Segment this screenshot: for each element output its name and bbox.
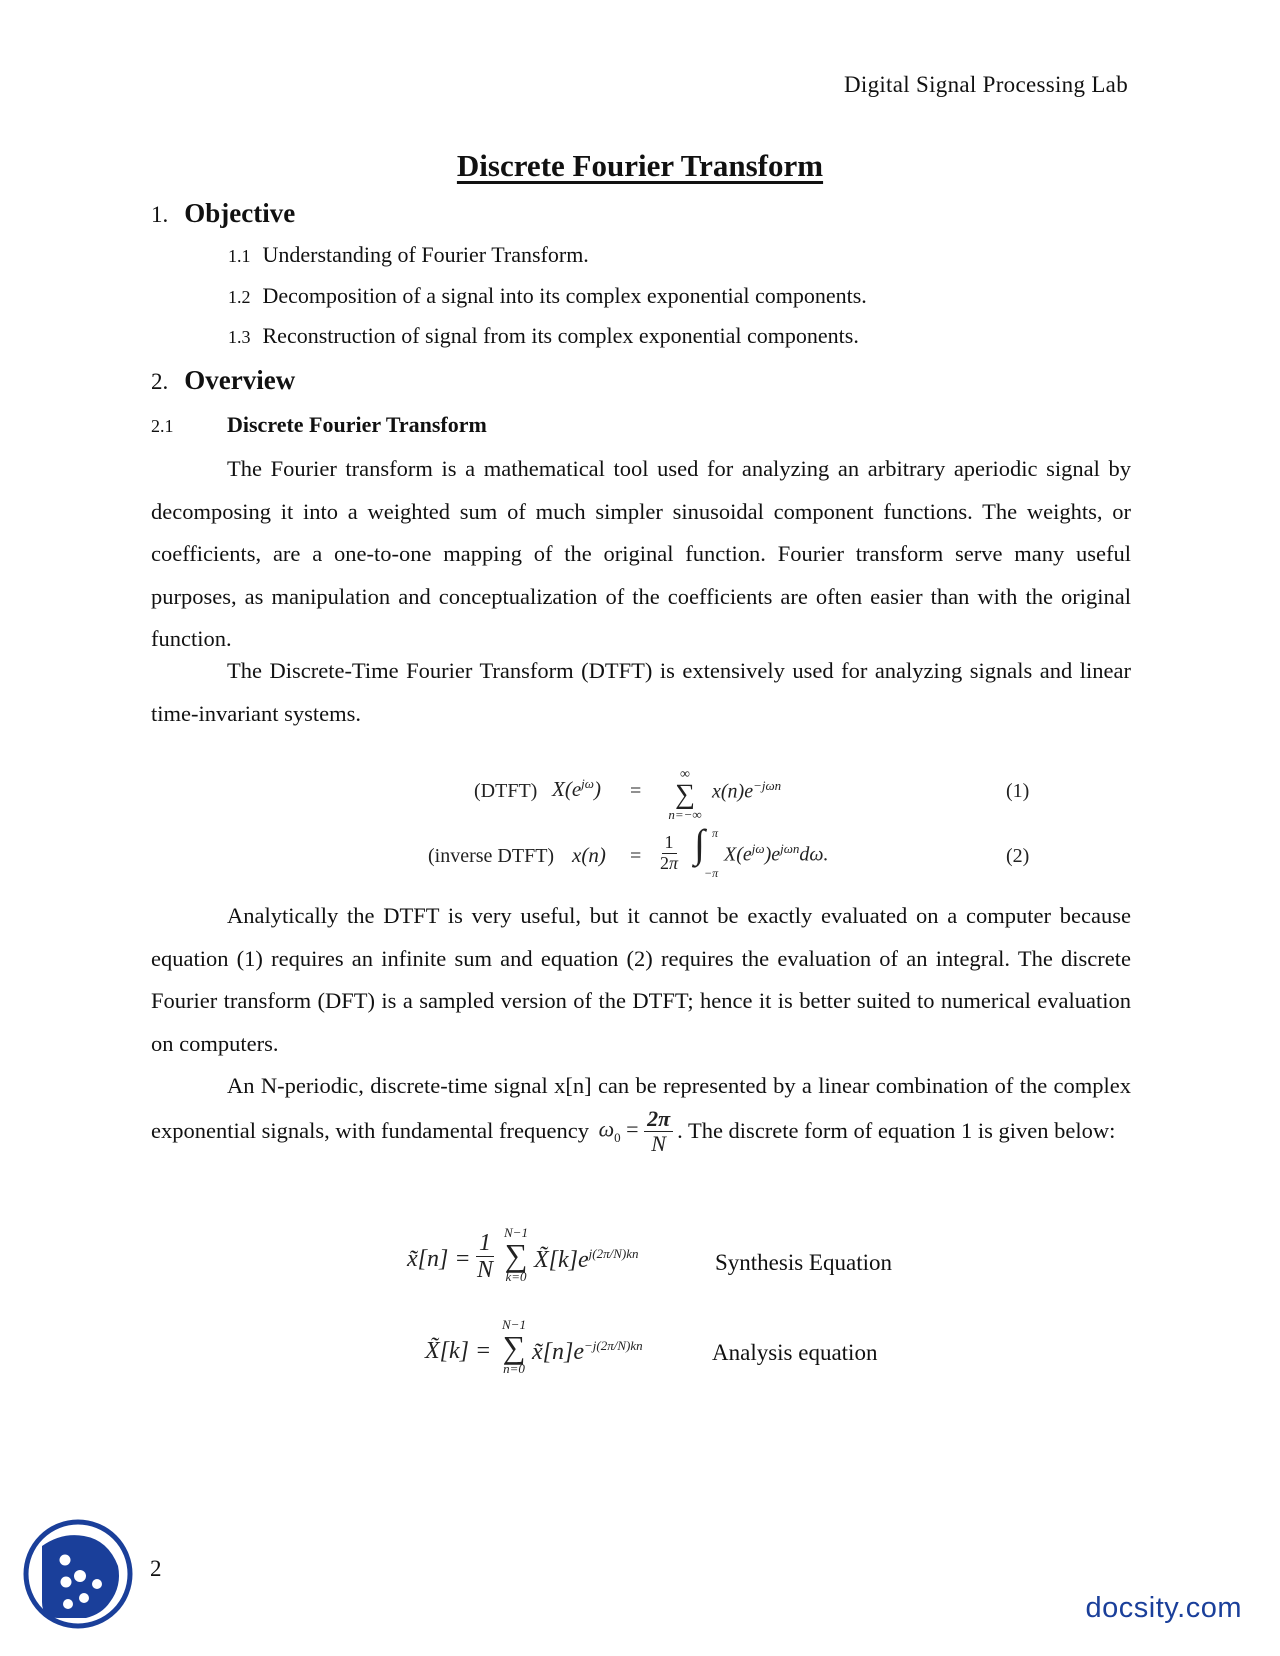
docsity-logo-icon[interactable] xyxy=(22,1518,134,1630)
fraction-one-over-n: $\frac{1}{N}$ xyxy=(476,1230,493,1284)
analysis-equation-lhs: X̃[k] = xyxy=(425,1338,492,1364)
paragraph xyxy=(151,1065,1131,1159)
summation-symbol: N−1 ∑ n=0 xyxy=(502,1317,526,1376)
item-text: Reconstruction of signal from its complex exponential components. xyxy=(262,323,859,348)
synthesis-equation-lhs: x̃[n] = xyxy=(407,1246,471,1272)
equation-dtft-rhs: $x(n)e^{-j\omega n}$ xyxy=(712,778,782,803)
equation-idtft-lhs: x(n) xyxy=(572,843,606,867)
item-number: 1.2 xyxy=(228,287,251,307)
fundamental-frequency-formula: $\omega_0$ = $\frac{2\pi}{N}$ xyxy=(599,1107,673,1159)
synthesis-equation-rhs: $X̃[k]e^{j(2\pi/N)kn}$ xyxy=(534,1246,639,1273)
fraction-one-over-two-pi: $\frac{1}{2\pi}$ xyxy=(660,832,679,873)
paragraph-text: An N-periodic, discrete-time signal x[n] can be represented by a linear combination of the complex exponential signals, with fundamental frequency xyxy=(151,1073,1131,1144)
section-overview-heading xyxy=(151,365,295,396)
summation-symbol: N−1 ∑ k=0 xyxy=(504,1225,528,1284)
section-number: 1. xyxy=(151,202,169,227)
objective-item xyxy=(228,283,867,309)
objective-item xyxy=(228,242,589,268)
paragraph xyxy=(151,650,1131,735)
running-header: Digital Signal Processing Lab xyxy=(843,72,1128,97)
item-number: 1.1 xyxy=(228,246,251,266)
document-title: Discrete Fourier Transform xyxy=(456,148,824,183)
paragraph xyxy=(151,448,1131,661)
paragraph-text: . The discrete form of equation 1 is given below: xyxy=(677,1118,1116,1144)
page-number: 2 xyxy=(150,1556,162,1581)
paragraph-text: The Discrete-Time Fourier Transform (DTFT) is extensively used for analyzing signals and linear time-invariant systems. xyxy=(151,658,1131,726)
equals-sign: = xyxy=(630,780,642,802)
equals-sign: = xyxy=(630,845,642,867)
equation-number: (2) xyxy=(1006,845,1030,867)
equation-dtft-lhs: $X(e^{j\omega})$ xyxy=(552,776,601,801)
section-objective-heading xyxy=(151,198,295,229)
integral-upper-limit: π xyxy=(712,826,719,840)
equation-idtft-rhs: $X(e^{j\omega})e^{j\omega n}d\omega$. xyxy=(724,841,829,866)
equation-idtft-label: (inverse DTFT) xyxy=(428,845,555,867)
item-number: 1.3 xyxy=(228,327,251,347)
analysis-equation-rhs: $x̃[n]e^{-j(2\pi/N)kn}$ xyxy=(532,1338,643,1365)
integral-symbol: ∫ xyxy=(694,821,705,866)
section-title: Objective xyxy=(184,198,296,228)
section-title: Overview xyxy=(184,365,296,395)
integral-lower-limit: −π xyxy=(704,866,719,880)
docsity-wordmark-link[interactable]: docsity.com xyxy=(1085,1592,1242,1624)
paragraph xyxy=(151,895,1131,1065)
equation-number: (1) xyxy=(1006,780,1030,802)
summation-symbol: ∞ ∑ n=−∞ xyxy=(668,767,702,822)
paragraph-text: Analytically the DTFT is very useful, but it cannot be exactly evaluated on a computer because equation (1) requires an infinite sum and equation (2) requires the evaluation of an integral. The discrete Fourier transform (DFT) is a sampled version of the DTFT; hence it is better suited to numerical evaluation on computers. xyxy=(151,903,1131,1056)
objective-item xyxy=(228,323,859,349)
subsection-title: Discrete Fourier Transform xyxy=(227,412,487,437)
item-text: Understanding of Fourier Transform. xyxy=(262,242,589,267)
section-number: 2. xyxy=(151,369,169,394)
analysis-equation-label: Analysis equation xyxy=(712,1340,878,1365)
subsection-number: 2.1 xyxy=(151,416,174,436)
paragraph-text: The Fourier transform is a mathematical tool used for analyzing an arbitrary aperiodic signal by decomposing it into a weighted sum of much simpler sinusoidal component functions. The weights, or coefficients, are a one-to-one mapping of the original function. Fourier transform serve many useful purposes, as manipulation and conceptualization of the coefficients are often easier than with the original function. xyxy=(151,456,1131,651)
equation-dtft-label: (DTFT) xyxy=(474,780,538,802)
synthesis-equation-label: Synthesis Equation xyxy=(715,1250,892,1275)
subsection-heading xyxy=(151,412,487,438)
item-text: Decomposition of a signal into its complex exponential components. xyxy=(262,283,867,308)
